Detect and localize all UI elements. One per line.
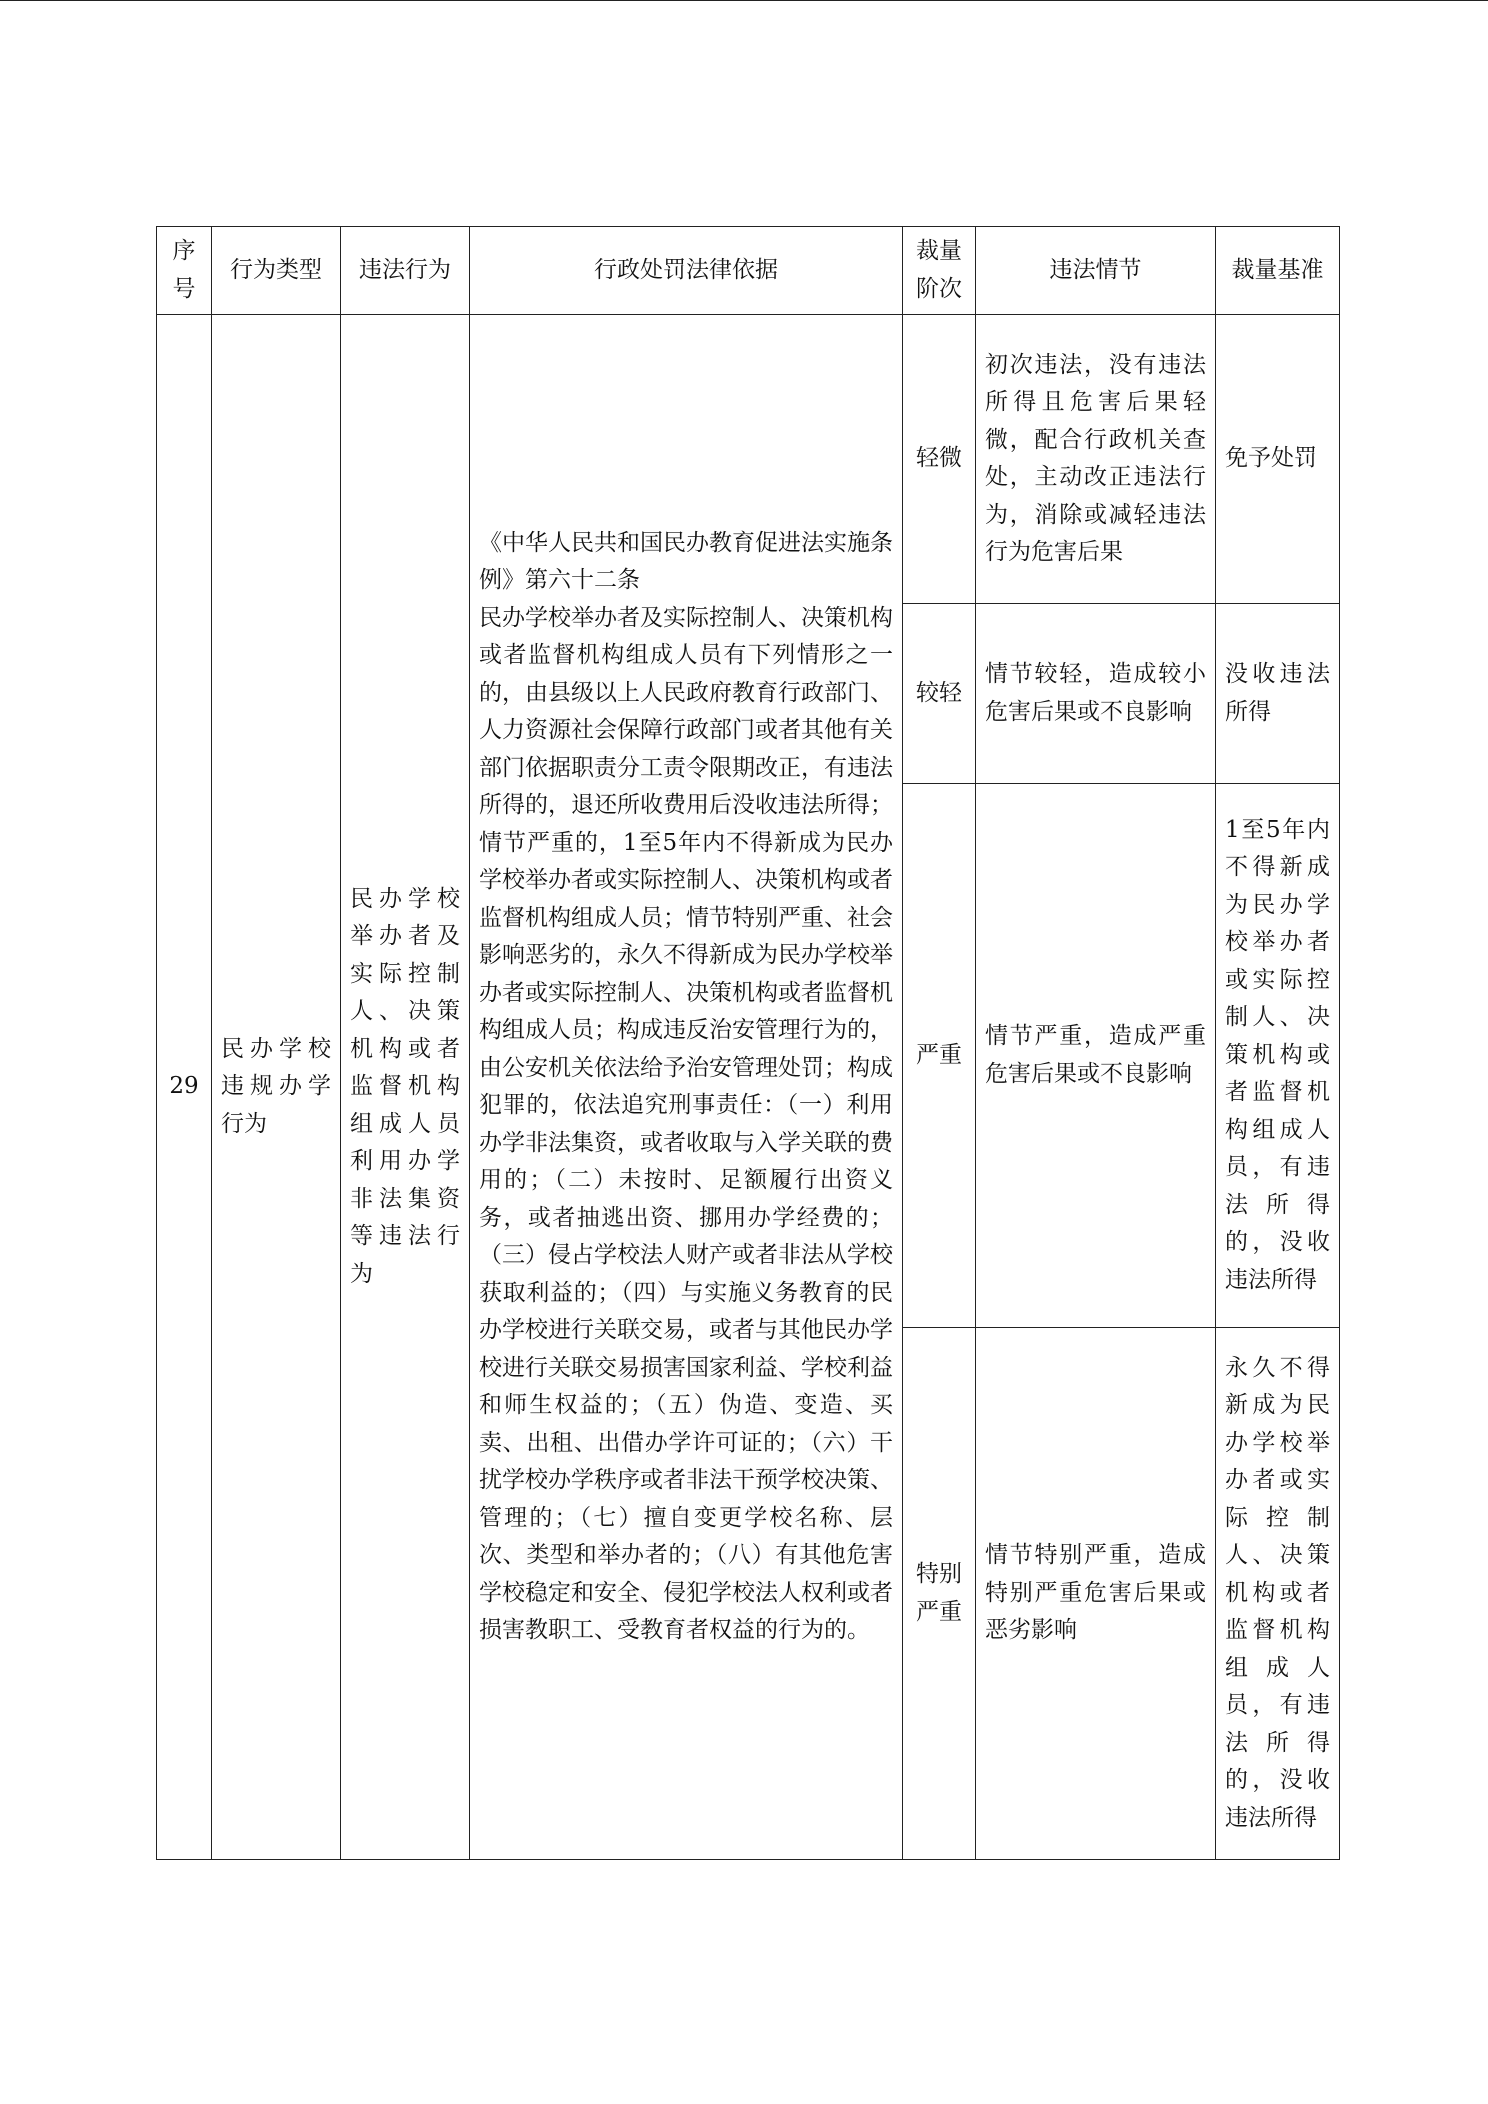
circumstance-light: 情节较轻，造成较小危害后果或不良影响 — [976, 604, 1216, 784]
header-circumstance: 违法情节 — [976, 227, 1216, 315]
page-top-border — [0, 0, 1488, 1]
legal-basis-text: 民办学校举办者及实际控制人、决策机构或者监督机构组成人员有下列情形之一的，由县级以上人民政府教育行政部门、人力资源社会保障行政部门或者其他有关部门依据职责分工责令限期改正，有违法所得的，退还所收费用后没收违法所得；情节严重的，1至5年内不得新成为民办学校举办者或实际控制人、决策机构或者监督机构组成人员；情节特别严重、社会影响恶劣的，永久不得新成为民办学校举办者或实际控制人、决策机构或者监督机构组成人员；构成违反治安管理行为的，由公安机关依法给予治安管理处罚；构成犯罪的，依法追究刑事责任：（一）利用办学非法集资，或者收取与入学关联的费用的；（二）未按时、足额履行出资义务，或者抽逃出资、挪用办学经费的；（三）侵占学校法人财产或者非法从学校获取利益的；（四）与实施义务教育的民办学校进行关联交易，或者与其他民办学校进行关联交易损害国家利益、学校利益和师生权益的；（五）伪造、变造、买卖、出租、出借办学许可证的；（六）干扰学校办学秩序或者非法干预学校决策、管理的；（七）擅自变更学校名称、层次、类型和举办者的；（八）有其他危害学校稳定和安全、侵犯学校法人权利或者损害教职工、受教育者权益的行为的。 — [479, 604, 893, 1643]
row-illegal-act: 民办学校举办者及实际控制人、决策机构或者监督机构组成人员利用办学非法集资等违法行为 — [341, 315, 470, 1860]
header-illegal-act: 违法行为 — [341, 227, 470, 315]
header-legal-basis: 行政处罚法律依据 — [470, 227, 903, 315]
discretion-standard-table — [156, 226, 1340, 1860]
header-standard: 裁量基准 — [1216, 227, 1340, 315]
row-seq: 29 — [157, 315, 212, 1860]
row-legal-basis — [470, 315, 903, 1860]
level-minor: 轻微 — [903, 315, 976, 604]
row-behavior-type: 民办学校违规办学行为 — [212, 315, 341, 1860]
header-behavior-type: 行为类型 — [212, 227, 341, 315]
header-seq: 序号 — [157, 227, 212, 315]
level-very-serious: 特别严重 — [903, 1328, 976, 1860]
circumstance-minor: 初次违法，没有违法所得且危害后果轻微，配合行政机关查处，主动改正违法行为，消除或减轻违法行为危害后果 — [976, 315, 1216, 604]
standard-serious: 1至5年内不得新成为民办学校举办者或实际控制人、决策机构或者监督机构组成人员，有违法所得的，没收违法所得 — [1216, 784, 1340, 1328]
table-row — [157, 315, 1340, 604]
standard-very-serious: 永久不得新成为民办学校举办者或实际控制人、决策机构或者监督机构组成人员，有违法所得的，没收违法所得 — [1216, 1328, 1340, 1860]
level-serious: 严重 — [903, 784, 976, 1328]
legal-basis-title: 《中华人民共和国民办教育促进法实施条例》第六十二条 — [479, 529, 893, 593]
level-light: 较轻 — [903, 604, 976, 784]
table-header-row — [157, 227, 1340, 315]
standard-light: 没收违法所得 — [1216, 604, 1340, 784]
header-discretion-level: 裁量阶次 — [903, 227, 976, 315]
circumstance-serious: 情节严重，造成严重危害后果或不良影响 — [976, 784, 1216, 1328]
circumstance-very-serious: 情节特别严重，造成特别严重危害后果或恶劣影响 — [976, 1328, 1216, 1860]
standard-minor: 免予处罚 — [1216, 315, 1340, 604]
